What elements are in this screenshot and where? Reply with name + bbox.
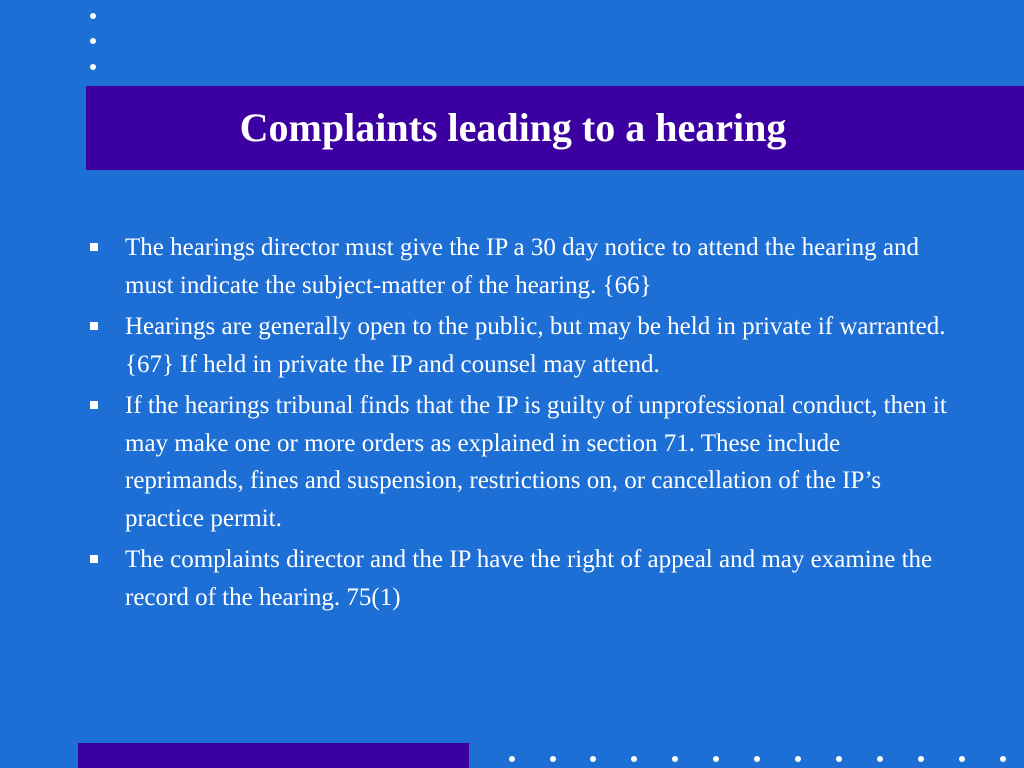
- bullet-item: [88, 541, 948, 616]
- bullet-list: [88, 229, 948, 620]
- bullet-text: Hearings are generally open to the public, but may be held in private if warranted. {67} If held in private the IP and counsel may attend.: [125, 313, 946, 378]
- bullet-item: [88, 229, 948, 304]
- decorative-dot: [672, 756, 678, 762]
- title-bar: [86, 86, 1024, 170]
- decorative-dot: [590, 756, 596, 762]
- square-bullet-icon: [90, 555, 98, 563]
- decorative-dot: [90, 13, 96, 19]
- slide-title: Complaints leading to a hearing: [239, 105, 787, 150]
- decorative-dot: [836, 756, 842, 762]
- square-bullet-icon: [90, 401, 98, 409]
- bullet-text: The complaints director and the IP have the right of appeal and may examine the record of the hearing. 75(1): [125, 546, 933, 611]
- decorative-dot: [959, 756, 965, 762]
- bullet-item: [88, 387, 948, 537]
- decorative-dot: [754, 756, 760, 762]
- decorative-dot: [90, 38, 96, 44]
- square-bullet-icon: [90, 322, 98, 330]
- decorative-dot: [550, 756, 556, 762]
- bullet-text: The hearings director must give the IP a 30 day notice to attend the hearing and must indicate the subject-matter of the hearing. {66}: [125, 234, 919, 299]
- decorative-dot: [1000, 756, 1006, 762]
- decorative-dot: [509, 756, 515, 762]
- decorative-dot: [918, 756, 924, 762]
- decorative-dot: [90, 64, 96, 70]
- bullet-item: [88, 308, 948, 383]
- decorative-dot: [877, 756, 883, 762]
- bottom-accent-bar: [78, 743, 469, 768]
- decorative-dot: [713, 756, 719, 762]
- square-bullet-icon: [90, 243, 98, 251]
- bullet-text: If the hearings tribunal finds that the IP is guilty of unprofessional conduct, then it may make one or more orders as explained in section 71. These include reprimands, fines and suspension, restrictions on, or cancellation of the IP’s practice permit.: [125, 392, 947, 532]
- decorative-dot: [631, 756, 637, 762]
- decorative-dot: [795, 756, 801, 762]
